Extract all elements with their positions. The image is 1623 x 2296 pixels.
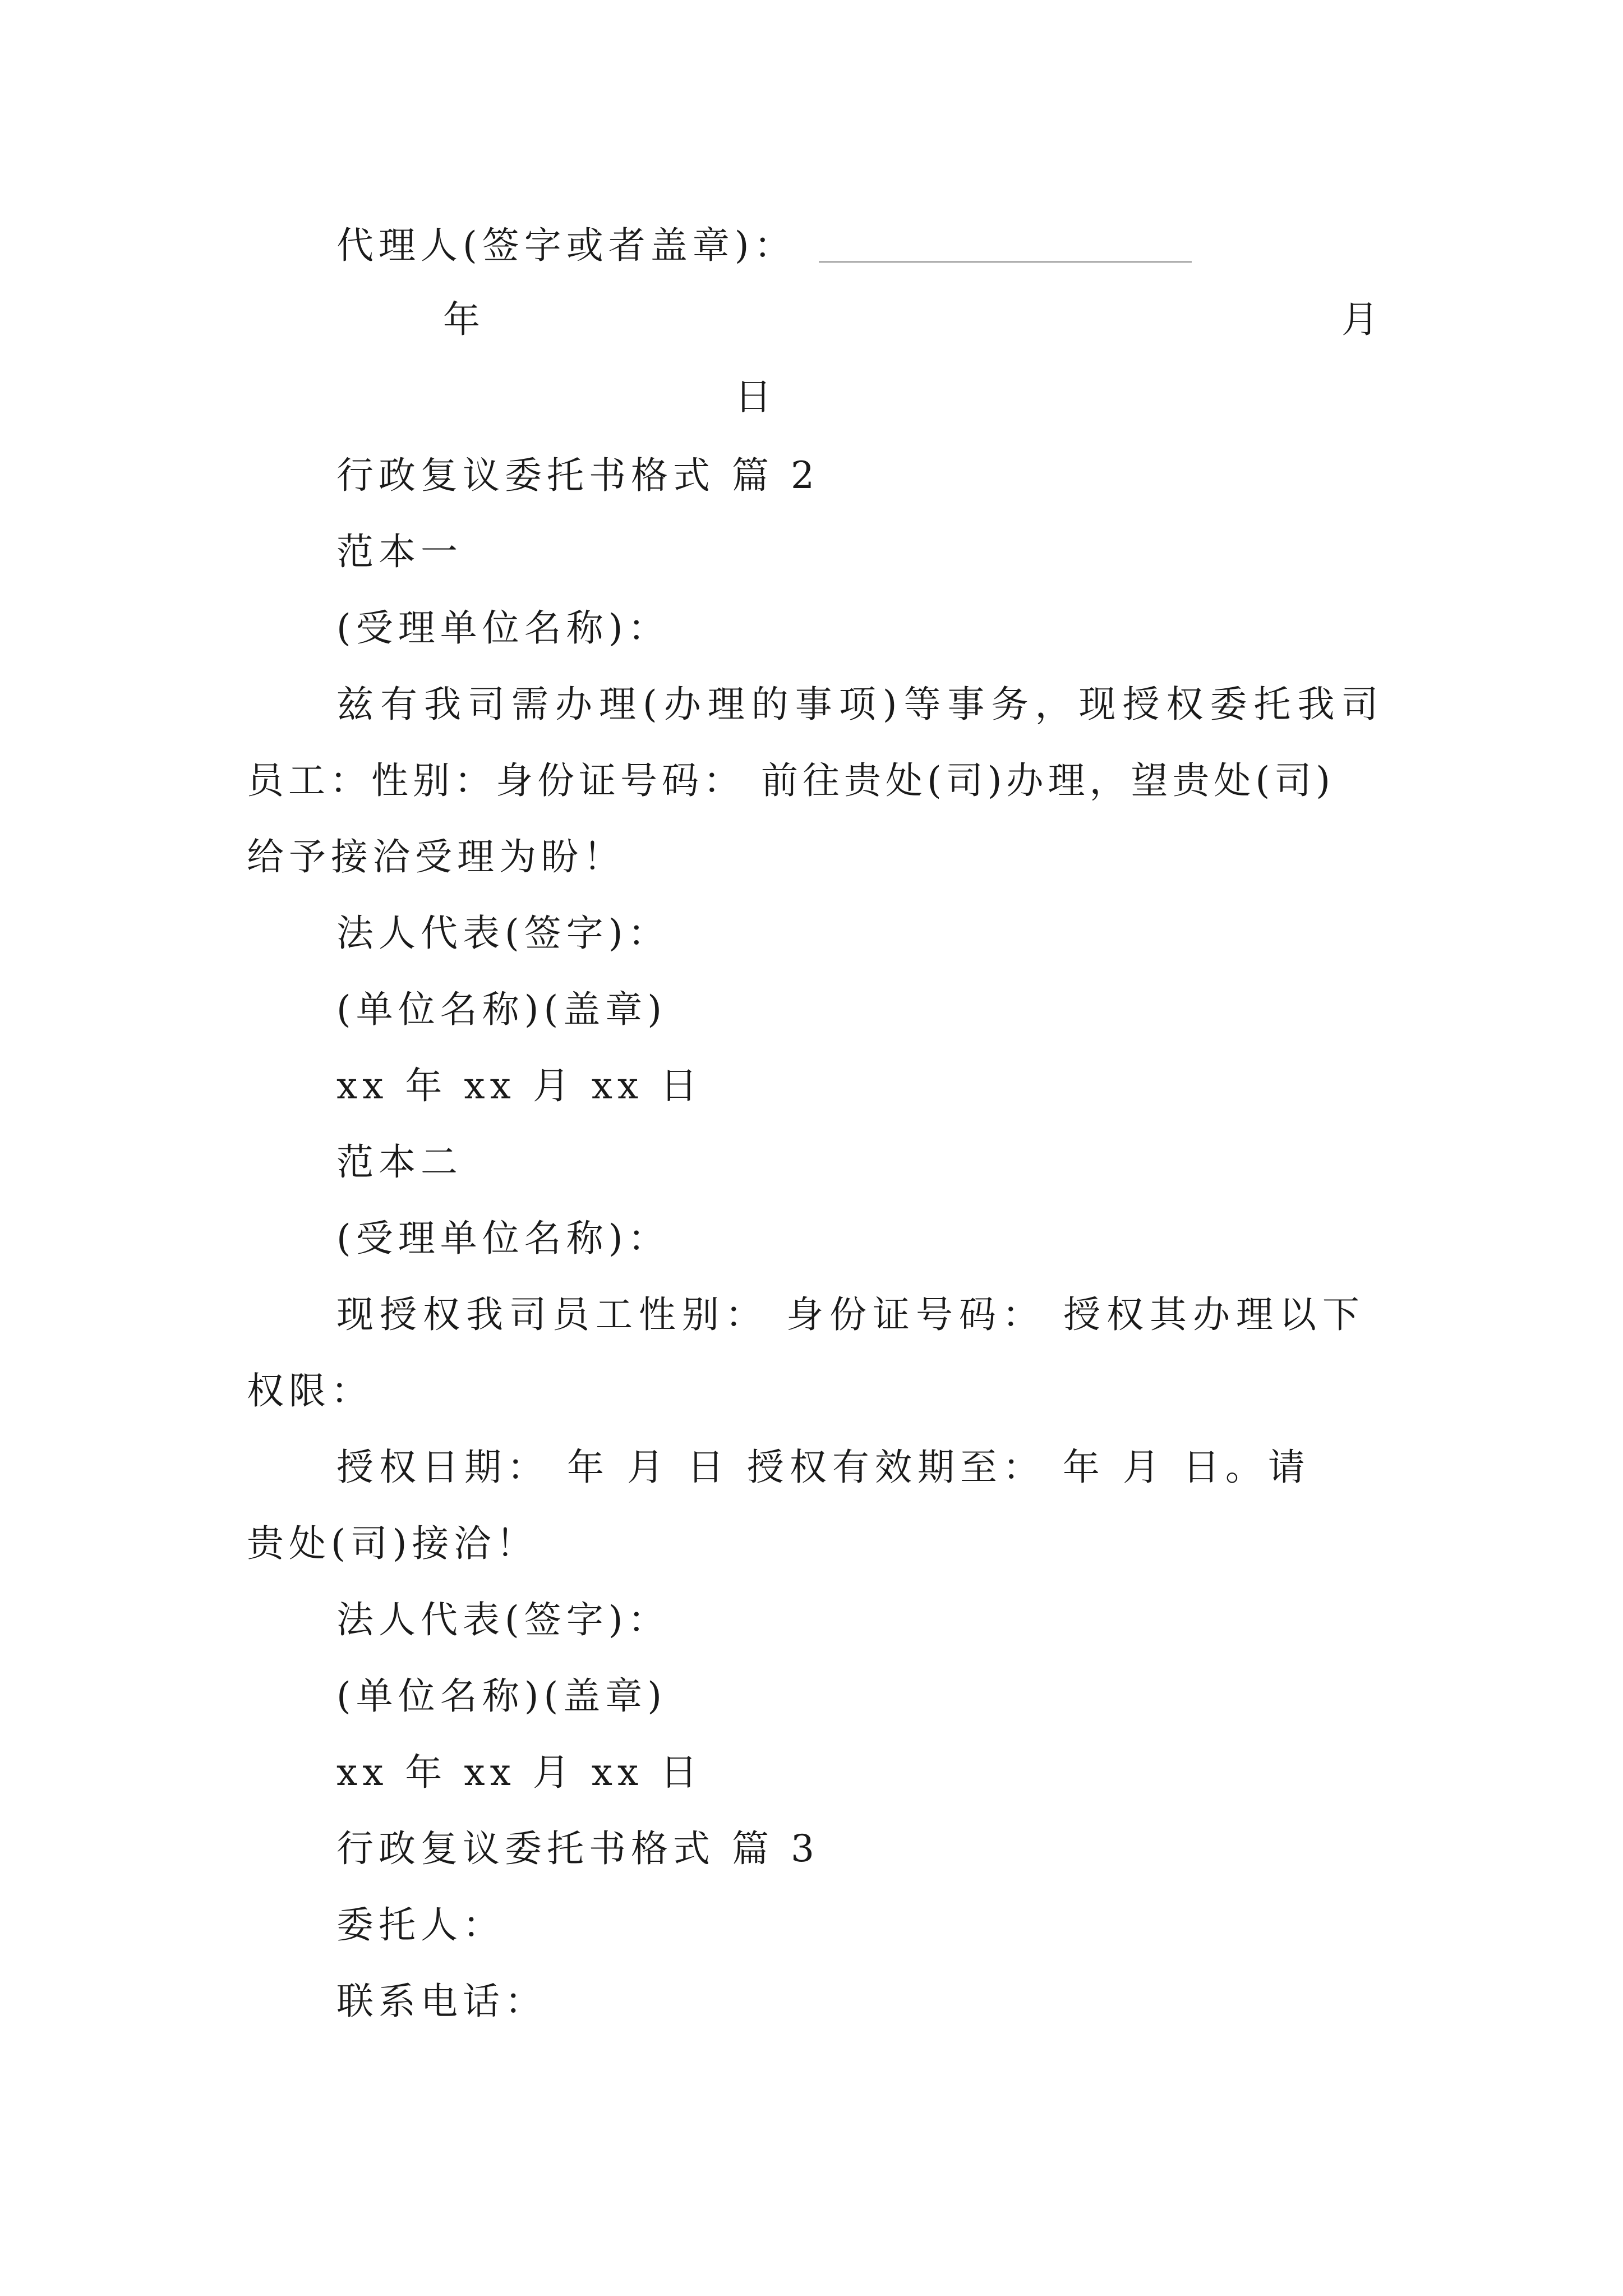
principal-label: 委托人： xyxy=(336,1903,505,1947)
sample2-period-line2: 贵处(司)接洽！ xyxy=(247,1522,538,1565)
sample2-title: 范本二 xyxy=(336,1140,463,1184)
sample1-unit-seal: (单位名称)(盖章) xyxy=(336,988,667,1031)
sample2-unit-seal: (单位名称)(盖章) xyxy=(336,1674,667,1718)
sample1-date: xx 年 xx 月 xx 日 xyxy=(336,1064,703,1107)
sample2-body-line2: 权限： xyxy=(247,1369,373,1412)
date-month: 月 xyxy=(1341,298,1384,341)
date-day: 日 xyxy=(735,375,777,418)
sample2-date: xx 年 xx 月 xx 日 xyxy=(336,1751,703,1794)
agent-sign-label: 代理人(签字或者盖章)： xyxy=(336,224,796,267)
sample2-legal-rep: 法人代表(签字)： xyxy=(336,1598,670,1641)
date-year: 年 xyxy=(443,298,485,341)
sample1-body-line2: 员工：性别：身份证号码： 前往贵处(司)办理，望贵处(司) xyxy=(247,759,1335,802)
signature-line xyxy=(819,261,1192,263)
phone-label: 联系电话： xyxy=(336,1980,547,2023)
sample1-title: 范本一 xyxy=(336,530,463,573)
sample1-legal-rep: 法人代表(签字)： xyxy=(336,912,670,955)
sample1-recipient: (受理单位名称)： xyxy=(336,606,670,650)
section3-title: 行政复议委托书格式 篇 3 xyxy=(336,1827,819,1870)
sample1-body-line1: 兹有我司需办理(办理的事项)等事务，现授权委托我司 xyxy=(336,683,1385,726)
sample2-body-line1: 现授权我司员工性别： 身份证号码： 授权其办理以下 xyxy=(336,1293,1366,1336)
sample2-period-line1: 授权日期： 年 月 日 授权有效期至： 年 月 日。请 xyxy=(336,1446,1311,1489)
sample2-recipient: (受理单位名称)： xyxy=(336,1217,670,1260)
sample1-body-line3: 给予接洽受理为盼！ xyxy=(247,835,625,878)
section2-title: 行政复议委托书格式 篇 2 xyxy=(336,454,819,497)
